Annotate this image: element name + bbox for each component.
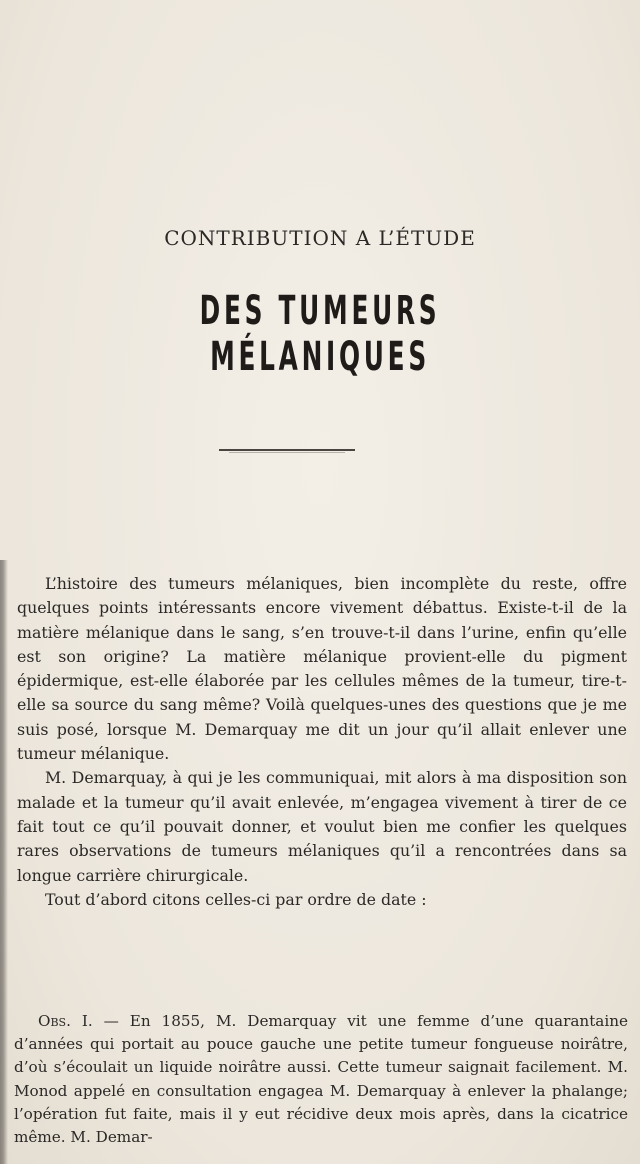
paragraph-3: Tout d’abord citons celles-ci par ordre de date : [45,889,427,909]
observation-text: — En 1855, M. Demarquay vit une femme d’une quarantaine d’années qui portait au pouce gauche une petite tumeur fongueuse noirâtre, d’où s’écoulait un liquide noirâtre aussi. Cette tumeur saignait facilement. M. Monod appelé en consultation engagea M. Demarquay à enlever la phalange; l’opération fut faite, mais il y eut récidive deux mois après, dans la cicatrice même. M. Demar- [14,1012,628,1147]
body-text [17,572,627,912]
title-line-1: CONTRIBUTION A L’ÉTUDE [164,226,476,250]
paragraph-1: L’histoire des tumeurs mélaniques, bien incomplète du reste, offre quelques points intéressants encore vivement débattus. Existe-t-il de la matière mélanique dans le sang, s’en trouve-t-il dans l’urine, enfin qu’elle est son origine? La matière mélanique provient-elle du pigment épidermique, est-elle élaborée par les cellules mêmes de la tumeur, tire-t-elle sa source du sang même? Voilà quelques-unes des questions que je me suis posé, lorsque M. Demarquay me dit un jour qu’il allait enlever une tumeur mélanique. [17,574,627,764]
title-line-2: DES TUMEURS MÉLANIQUES [199,288,441,380]
page-binding-shadow [0,560,8,1164]
observation-paragraph [14,1010,628,1149]
title-separator-rule [219,449,355,451]
paragraph-2: M. Demarquay, à qui je les communiquai, mit alors à ma disposition son malade et la tumeur qu’il avait enlevée, m’engagea vivement à tirer de ce fait tout ce qu’il pouvait donner, et voulut bien me confier les quelques rares observations de tumeurs mélaniques qu’il a rencontrées dans sa longue carrière chirurgicale. [17,768,627,885]
observation-label: Obs. I. [38,1012,93,1030]
observation-block [14,1010,628,1149]
